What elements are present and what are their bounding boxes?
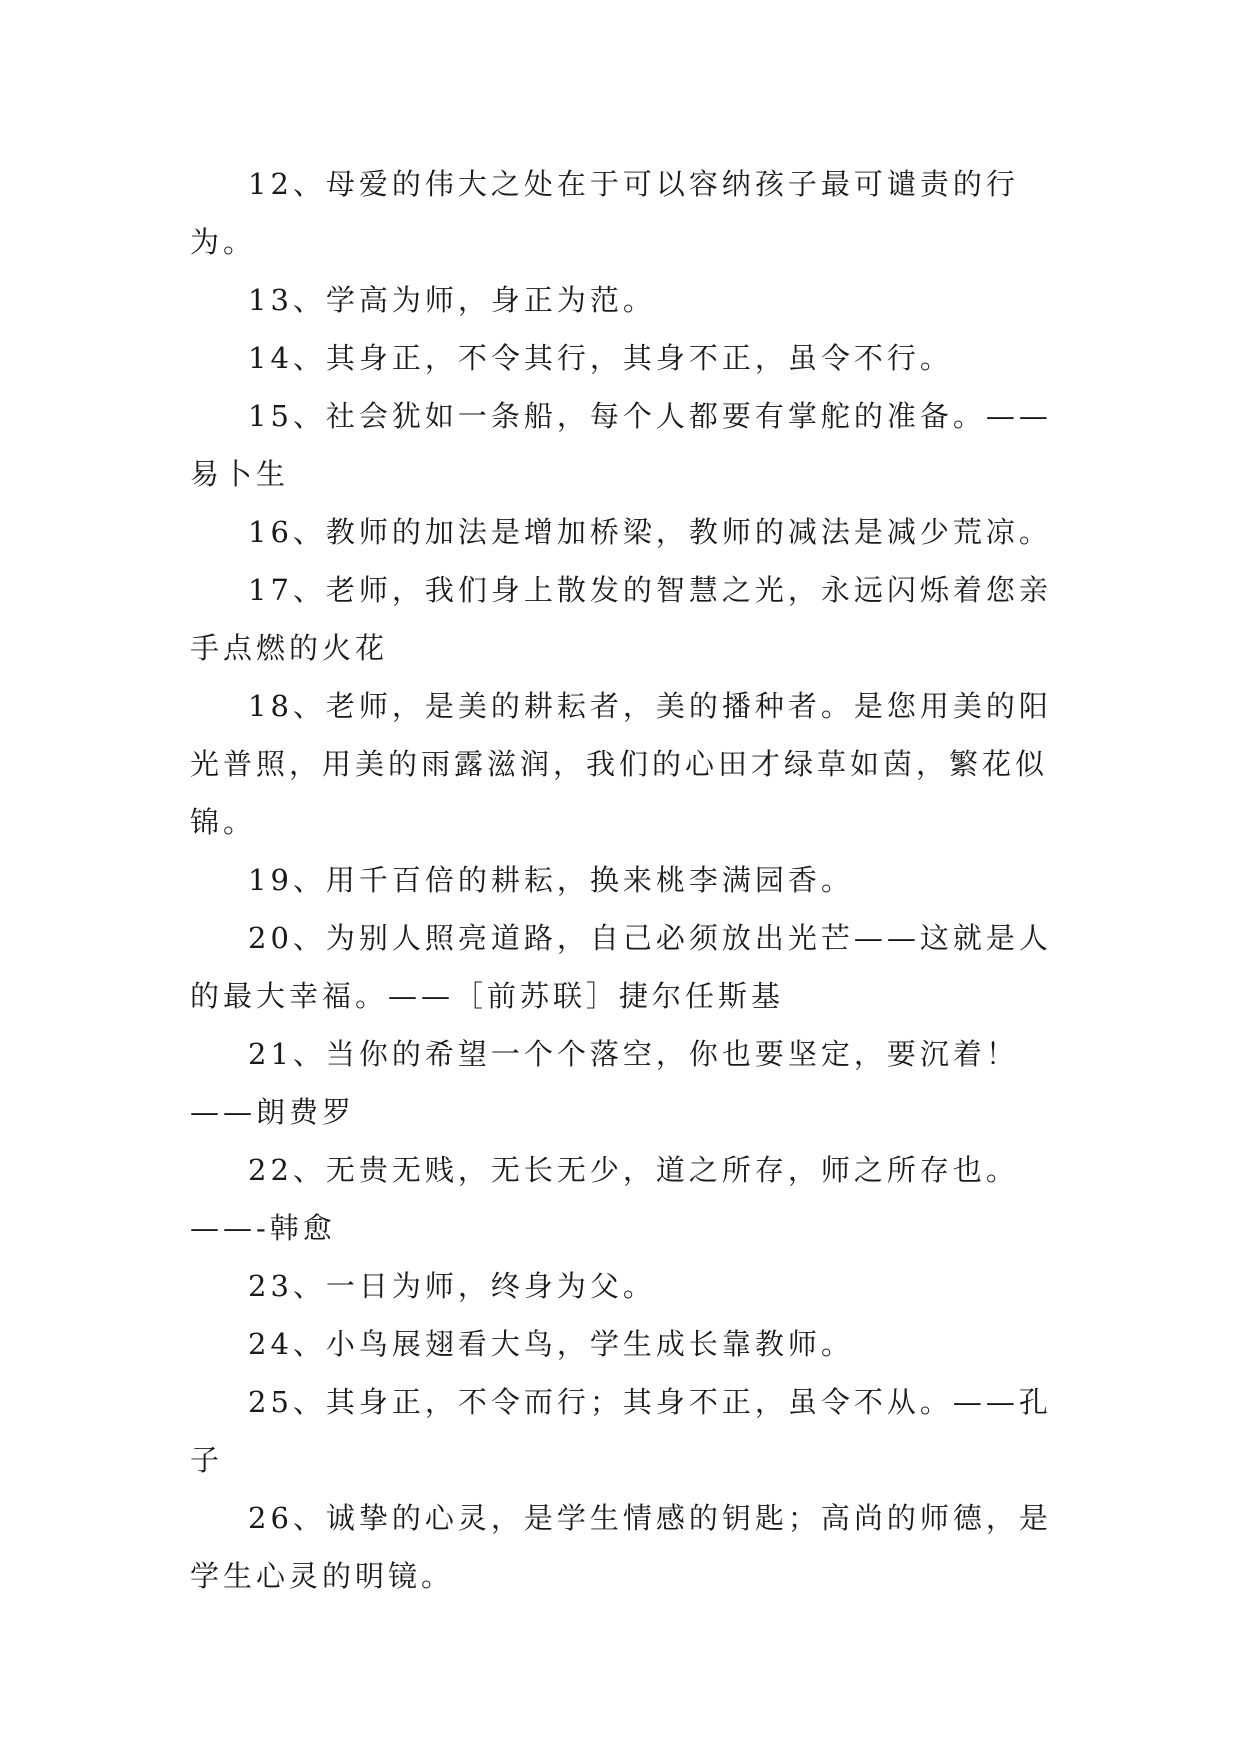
quote-list: [190, 155, 1070, 1605]
quote-paragraph: 19、用千百倍的耕耘，换来桃李满园香。: [248, 863, 854, 897]
quote-paragraph: 18、老师，是美的耕耘者，美的播种者。是您用美的阳光普照，用美的雨露滋润，我们的心田才绿草如茵，繁花似锦。: [190, 689, 1052, 839]
quote-paragraph: 21、当你的希望一个个落空，你也要坚定，要沉着！——朗费罗: [190, 1037, 1019, 1129]
quote-paragraph: 15、社会犹如一条船，每个人都要有掌舵的准备。——易卜生: [190, 399, 1052, 491]
quote-paragraph: 24、小鸟展翅看大鸟，学生成长靠教师。: [248, 1327, 854, 1361]
quote-paragraph: 14、其身正，不令其行，其身不正，虽令不行。: [248, 341, 953, 375]
quote-paragraph: 17、老师，我们身上散发的智慧之光，永远闪烁着您亲手点燃的火花: [190, 573, 1052, 665]
quote-paragraph: 12、母爱的伟大之处在于可以容纳孩子最可谴责的行为。: [190, 167, 1019, 259]
quote-paragraph: 20、为别人照亮道路，自己必须放出光芒——这就是人的最大幸福。——［前苏联］捷尔任斯基: [190, 921, 1052, 1013]
quote-paragraph: 25、其身正，不令而行；其身不正，虽令不从。——孔子: [190, 1385, 1052, 1477]
quote-paragraph: 26、诚挚的心灵，是学生情感的钥匙；高尚的师德，是学生心灵的明镜。: [190, 1501, 1052, 1593]
quote-paragraph: 16、教师的加法是增加桥梁，教师的减法是减少荒凉。: [248, 515, 1052, 549]
quote-paragraph: 23、一日为师，终身为父。: [248, 1269, 656, 1303]
quote-paragraph: 22、无贵无贱，无长无少，道之所存，师之所存也。——-韩愈: [190, 1153, 1019, 1245]
quote-paragraph: 13、学高为师，身正为范。: [248, 283, 656, 317]
